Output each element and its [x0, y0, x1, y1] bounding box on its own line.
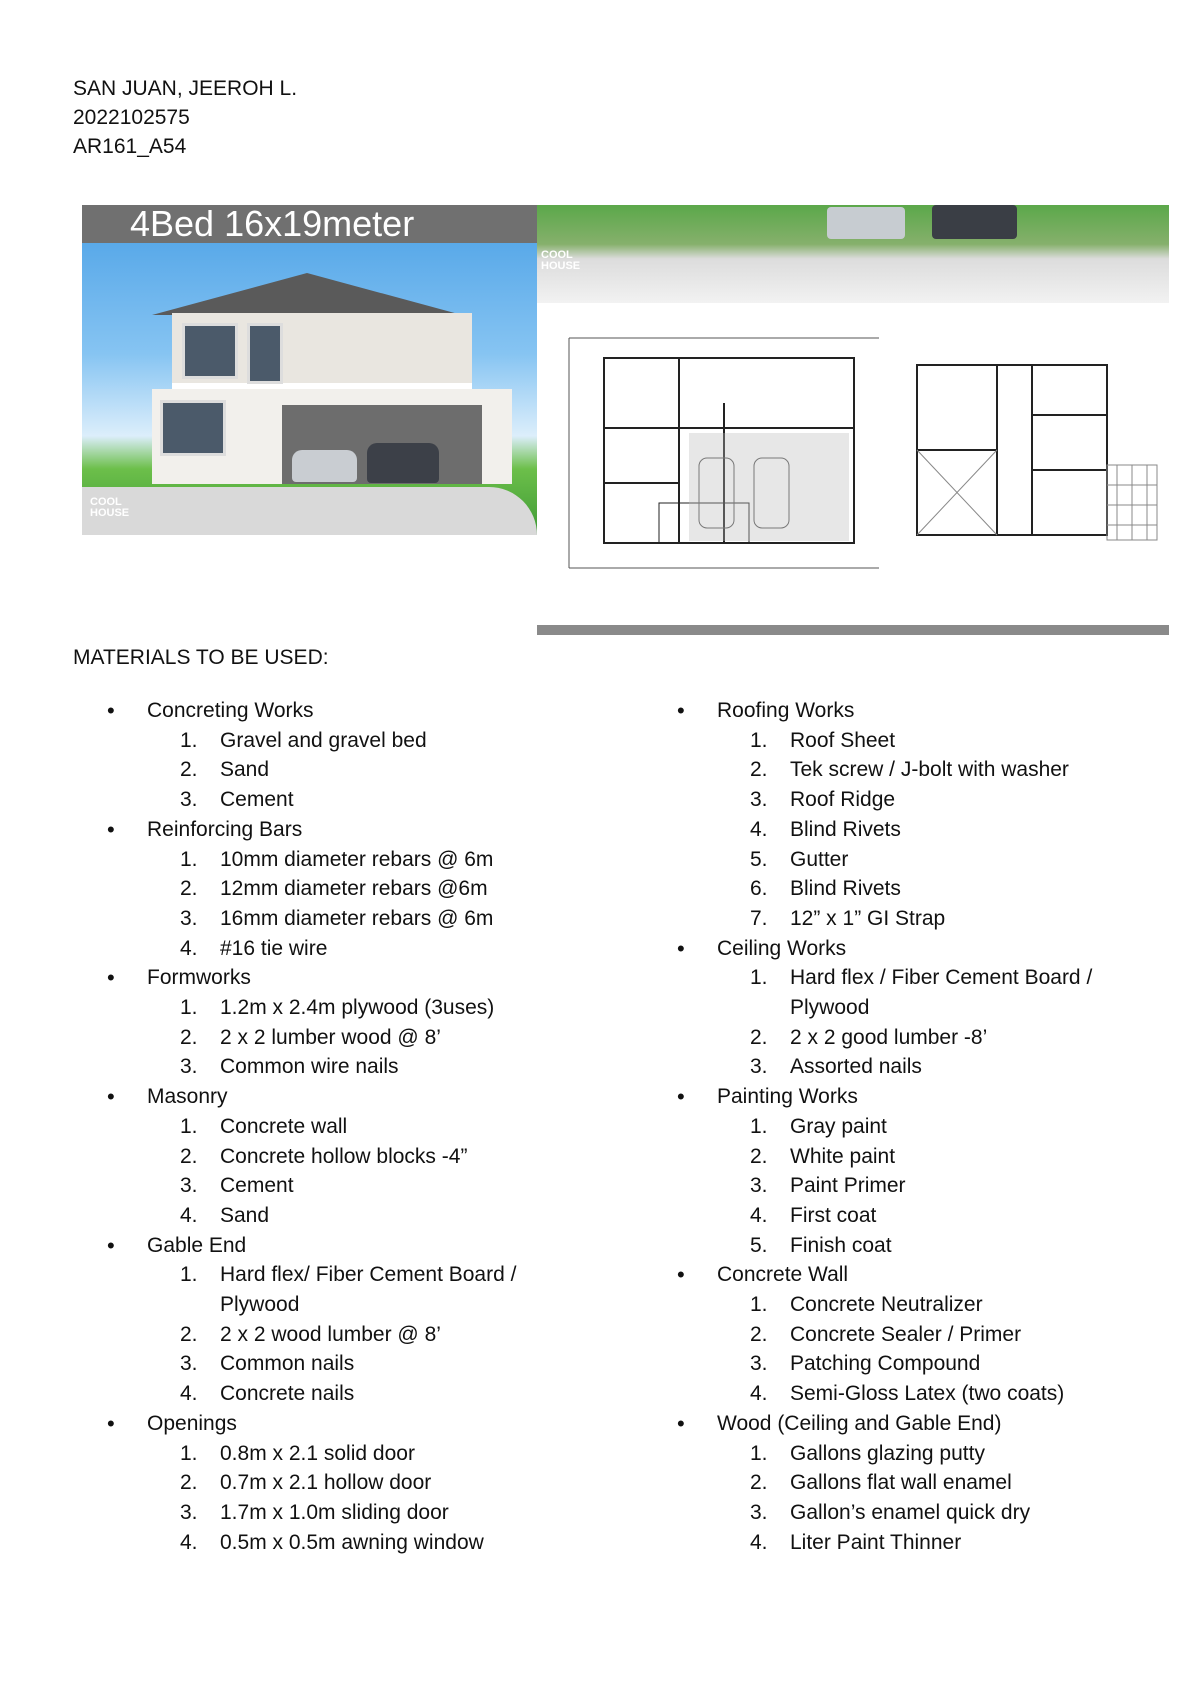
material-item [677, 904, 1147, 934]
item-text: Common nails [220, 1352, 355, 1376]
item-text: Roof Ridge [790, 788, 896, 812]
item-text: Concrete Sealer / Primer [790, 1322, 1022, 1346]
material-item [677, 726, 1147, 756]
item-text: Tek screw / J-bolt with washer [790, 758, 1069, 782]
item-number: 3. [180, 906, 198, 930]
material-item [107, 1320, 577, 1350]
item-text: 0.8m x 2.1 solid door [220, 1441, 415, 1465]
material-item [107, 1528, 577, 1558]
item-number: 4. [180, 936, 198, 960]
material-item [107, 1260, 577, 1319]
item-number: 1. [180, 1441, 198, 1465]
item-text: Liter Paint Thinner [790, 1530, 962, 1554]
item-text: Paint Primer [790, 1174, 906, 1198]
item-text: Gutter [790, 847, 849, 871]
item-number: 3. [180, 1055, 198, 1079]
material-item [107, 845, 577, 875]
item-text: Finish coat [790, 1233, 892, 1257]
car-silver [292, 450, 357, 482]
driveway [82, 487, 537, 535]
item-text: 16mm diameter rebars @ 6m [220, 906, 494, 930]
student-id: 2022102575 [73, 106, 190, 129]
item-text: 0.7m x 2.1 hollow door [220, 1471, 432, 1495]
material-item [677, 1379, 1147, 1409]
item-text: 2 x 2 good lumber -8’ [790, 1025, 988, 1049]
material-item [677, 1112, 1147, 1142]
student-name: SAN JUAN, JEEROH L. [73, 77, 298, 100]
logo-text-house: HOUSE [541, 260, 581, 272]
item-text: 2 x 2 wood lumber @ 8’ [220, 1322, 441, 1346]
section-code: AR161_A54 [73, 135, 187, 158]
ground-floor-plan [549, 318, 894, 583]
logo-text-cool: COOL [90, 496, 122, 508]
material-item [677, 1052, 1147, 1082]
item-text: Concrete Neutralizer [790, 1293, 983, 1317]
item-text: 0.5m x 0.5m awning window [220, 1530, 484, 1554]
item-text: Hard flex / Fiber Cement Board / Plywood [790, 966, 1093, 1020]
material-item [677, 874, 1147, 904]
car-silver [827, 207, 905, 239]
material-item [107, 1052, 577, 1082]
material-category: • Formworks [107, 963, 577, 993]
house-window [160, 400, 226, 456]
item-number: 1. [750, 728, 768, 752]
item-number: 3. [180, 1174, 198, 1198]
item-number: 2. [180, 1025, 198, 1049]
item-text: Sand [220, 758, 270, 782]
material-category: • Ceiling Works [677, 934, 1147, 964]
house-window [247, 323, 283, 384]
material-item [677, 1142, 1147, 1172]
item-number: 2. [750, 758, 768, 782]
item-text: 12mm diameter rebars @6m [220, 877, 488, 901]
house-window [182, 323, 238, 379]
material-item [107, 1468, 577, 1498]
material-item [107, 1498, 577, 1528]
item-text: Blind Rivets [790, 877, 901, 901]
material-item [107, 904, 577, 934]
material-item [677, 1290, 1147, 1320]
item-number: 1. [750, 1441, 768, 1465]
material-item [677, 1171, 1147, 1201]
material-category: • Reinforcing Bars [107, 815, 577, 845]
item-text: Concrete nails [220, 1382, 355, 1406]
item-text: 12” x 1” GI Strap [790, 906, 946, 930]
material-item [107, 726, 577, 756]
material-item [677, 1023, 1147, 1053]
material-item [677, 1528, 1147, 1558]
material-item [107, 1171, 577, 1201]
item-text: Gallons flat wall enamel [790, 1471, 1012, 1495]
item-text: Patching Compound [790, 1352, 981, 1376]
item-text: White paint [790, 1144, 896, 1168]
item-text: Gallon’s enamel quick dry [790, 1500, 1031, 1524]
materials-column-left [107, 696, 577, 1557]
item-number: 2. [750, 1322, 768, 1346]
item-number: 3. [750, 1055, 768, 1079]
item-number: 3. [750, 1352, 768, 1376]
materials-title: MATERIALS TO BE USED: [73, 646, 329, 669]
item-number: 4. [180, 1382, 198, 1406]
materials-column-right [677, 696, 1147, 1557]
item-text: Roof Sheet [790, 728, 896, 752]
car-dark [932, 205, 1017, 239]
item-number: 5. [750, 1233, 768, 1257]
item-number: 2. [180, 758, 198, 782]
item-number: 1. [750, 966, 768, 990]
item-number: 2. [750, 1025, 768, 1049]
material-category: • Concreting Works [107, 696, 577, 726]
item-number: 4. [180, 1530, 198, 1554]
item-text: Cement [220, 1174, 294, 1198]
cool-house-logo [541, 250, 580, 272]
item-number: 1. [180, 996, 198, 1020]
item-text: First coat [790, 1203, 877, 1227]
item-number: 4. [750, 817, 768, 841]
material-item [107, 785, 577, 815]
material-item [107, 1023, 577, 1053]
item-text: 1.7m x 1.0m sliding door [220, 1500, 449, 1524]
item-text: 10mm diameter rebars @ 6m [220, 847, 494, 871]
item-text: 1.2m x 2.4m plywood (3uses) [220, 996, 495, 1020]
second-floor-plan [907, 355, 1169, 555]
item-number: 2. [180, 1322, 198, 1346]
material-item [107, 755, 577, 785]
material-category: • Roofing Works [677, 696, 1147, 726]
material-item [677, 1201, 1147, 1231]
item-text: Semi-Gloss Latex (two coats) [790, 1382, 1065, 1406]
item-text: Hard flex/ Fiber Cement Board / Plywood [220, 1263, 517, 1317]
item-number: 3. [180, 1352, 198, 1376]
material-item [107, 1349, 577, 1379]
material-category: • Wood (Ceiling and Gable End) [677, 1409, 1147, 1439]
house-rendering-photo [82, 205, 537, 535]
item-number: 1. [750, 1114, 768, 1138]
item-number: 2. [750, 1144, 768, 1168]
item-number: 3. [180, 788, 198, 812]
material-category: • Openings [107, 1409, 577, 1439]
material-item [677, 1498, 1147, 1528]
item-number: 1. [180, 1263, 198, 1287]
item-number: 6. [750, 877, 768, 901]
material-item [107, 1112, 577, 1142]
item-text: Sand [220, 1203, 270, 1227]
material-category: • Gable End [107, 1231, 577, 1261]
material-item [677, 785, 1147, 815]
material-item [677, 1231, 1147, 1261]
house-detail-photo [537, 205, 1169, 303]
item-number: 2. [180, 877, 198, 901]
material-item [677, 1349, 1147, 1379]
item-text: Gray paint [790, 1114, 887, 1138]
item-text: Gallons glazing putty [790, 1441, 985, 1465]
material-item [677, 1320, 1147, 1350]
material-item [107, 1439, 577, 1469]
item-number: 1. [750, 1293, 768, 1317]
material-item [677, 1468, 1147, 1498]
item-text: Blind Rivets [790, 817, 901, 841]
house-figure-collage [82, 205, 1169, 635]
document-header [73, 74, 297, 161]
item-number: 3. [750, 1174, 768, 1198]
logo-text-cool: COOL [541, 249, 573, 261]
item-text: 2 x 2 lumber wood @ 8’ [220, 1025, 441, 1049]
logo-text-house: HOUSE [90, 507, 130, 519]
cool-house-logo [90, 497, 129, 519]
item-number: 7. [750, 906, 768, 930]
item-text: Assorted nails [790, 1055, 922, 1079]
material-category: • Masonry [107, 1082, 577, 1112]
item-number: 3. [180, 1500, 198, 1524]
item-number: 4. [180, 1203, 198, 1227]
item-number: 5. [750, 847, 768, 871]
item-number: 4. [750, 1530, 768, 1554]
car-dark [367, 443, 439, 483]
material-category: • Concrete Wall [677, 1260, 1147, 1290]
material-category: • Painting Works [677, 1082, 1147, 1112]
material-item [677, 755, 1147, 785]
material-item [677, 1439, 1147, 1469]
material-item [677, 963, 1147, 1022]
cropped-banner-bar [537, 625, 1169, 635]
material-item [107, 993, 577, 1023]
item-number: 2. [180, 1471, 198, 1495]
material-item [107, 1142, 577, 1172]
item-number: 1. [180, 728, 198, 752]
item-number: 1. [180, 847, 198, 871]
material-item [677, 845, 1147, 875]
item-number: 3. [750, 1500, 768, 1524]
item-text: Concrete hollow blocks -4” [220, 1144, 468, 1168]
item-text: Gravel and gravel bed [220, 728, 427, 752]
house-roof [152, 273, 462, 315]
item-text: Concrete wall [220, 1114, 348, 1138]
item-text: #16 tie wire [220, 936, 328, 960]
item-number: 4. [750, 1203, 768, 1227]
material-item [677, 815, 1147, 845]
item-number: 1. [180, 1114, 198, 1138]
item-text: Cement [220, 788, 294, 812]
material-item [107, 934, 577, 964]
item-number: 3. [750, 788, 768, 812]
material-item [107, 874, 577, 904]
material-item [107, 1379, 577, 1409]
material-item [107, 1201, 577, 1231]
item-number: 2. [750, 1471, 768, 1495]
item-number: 2. [180, 1144, 198, 1168]
item-number: 4. [750, 1382, 768, 1406]
item-text: Common wire nails [220, 1055, 399, 1079]
plan-banner: 4Bed 16x19meter [82, 205, 537, 243]
